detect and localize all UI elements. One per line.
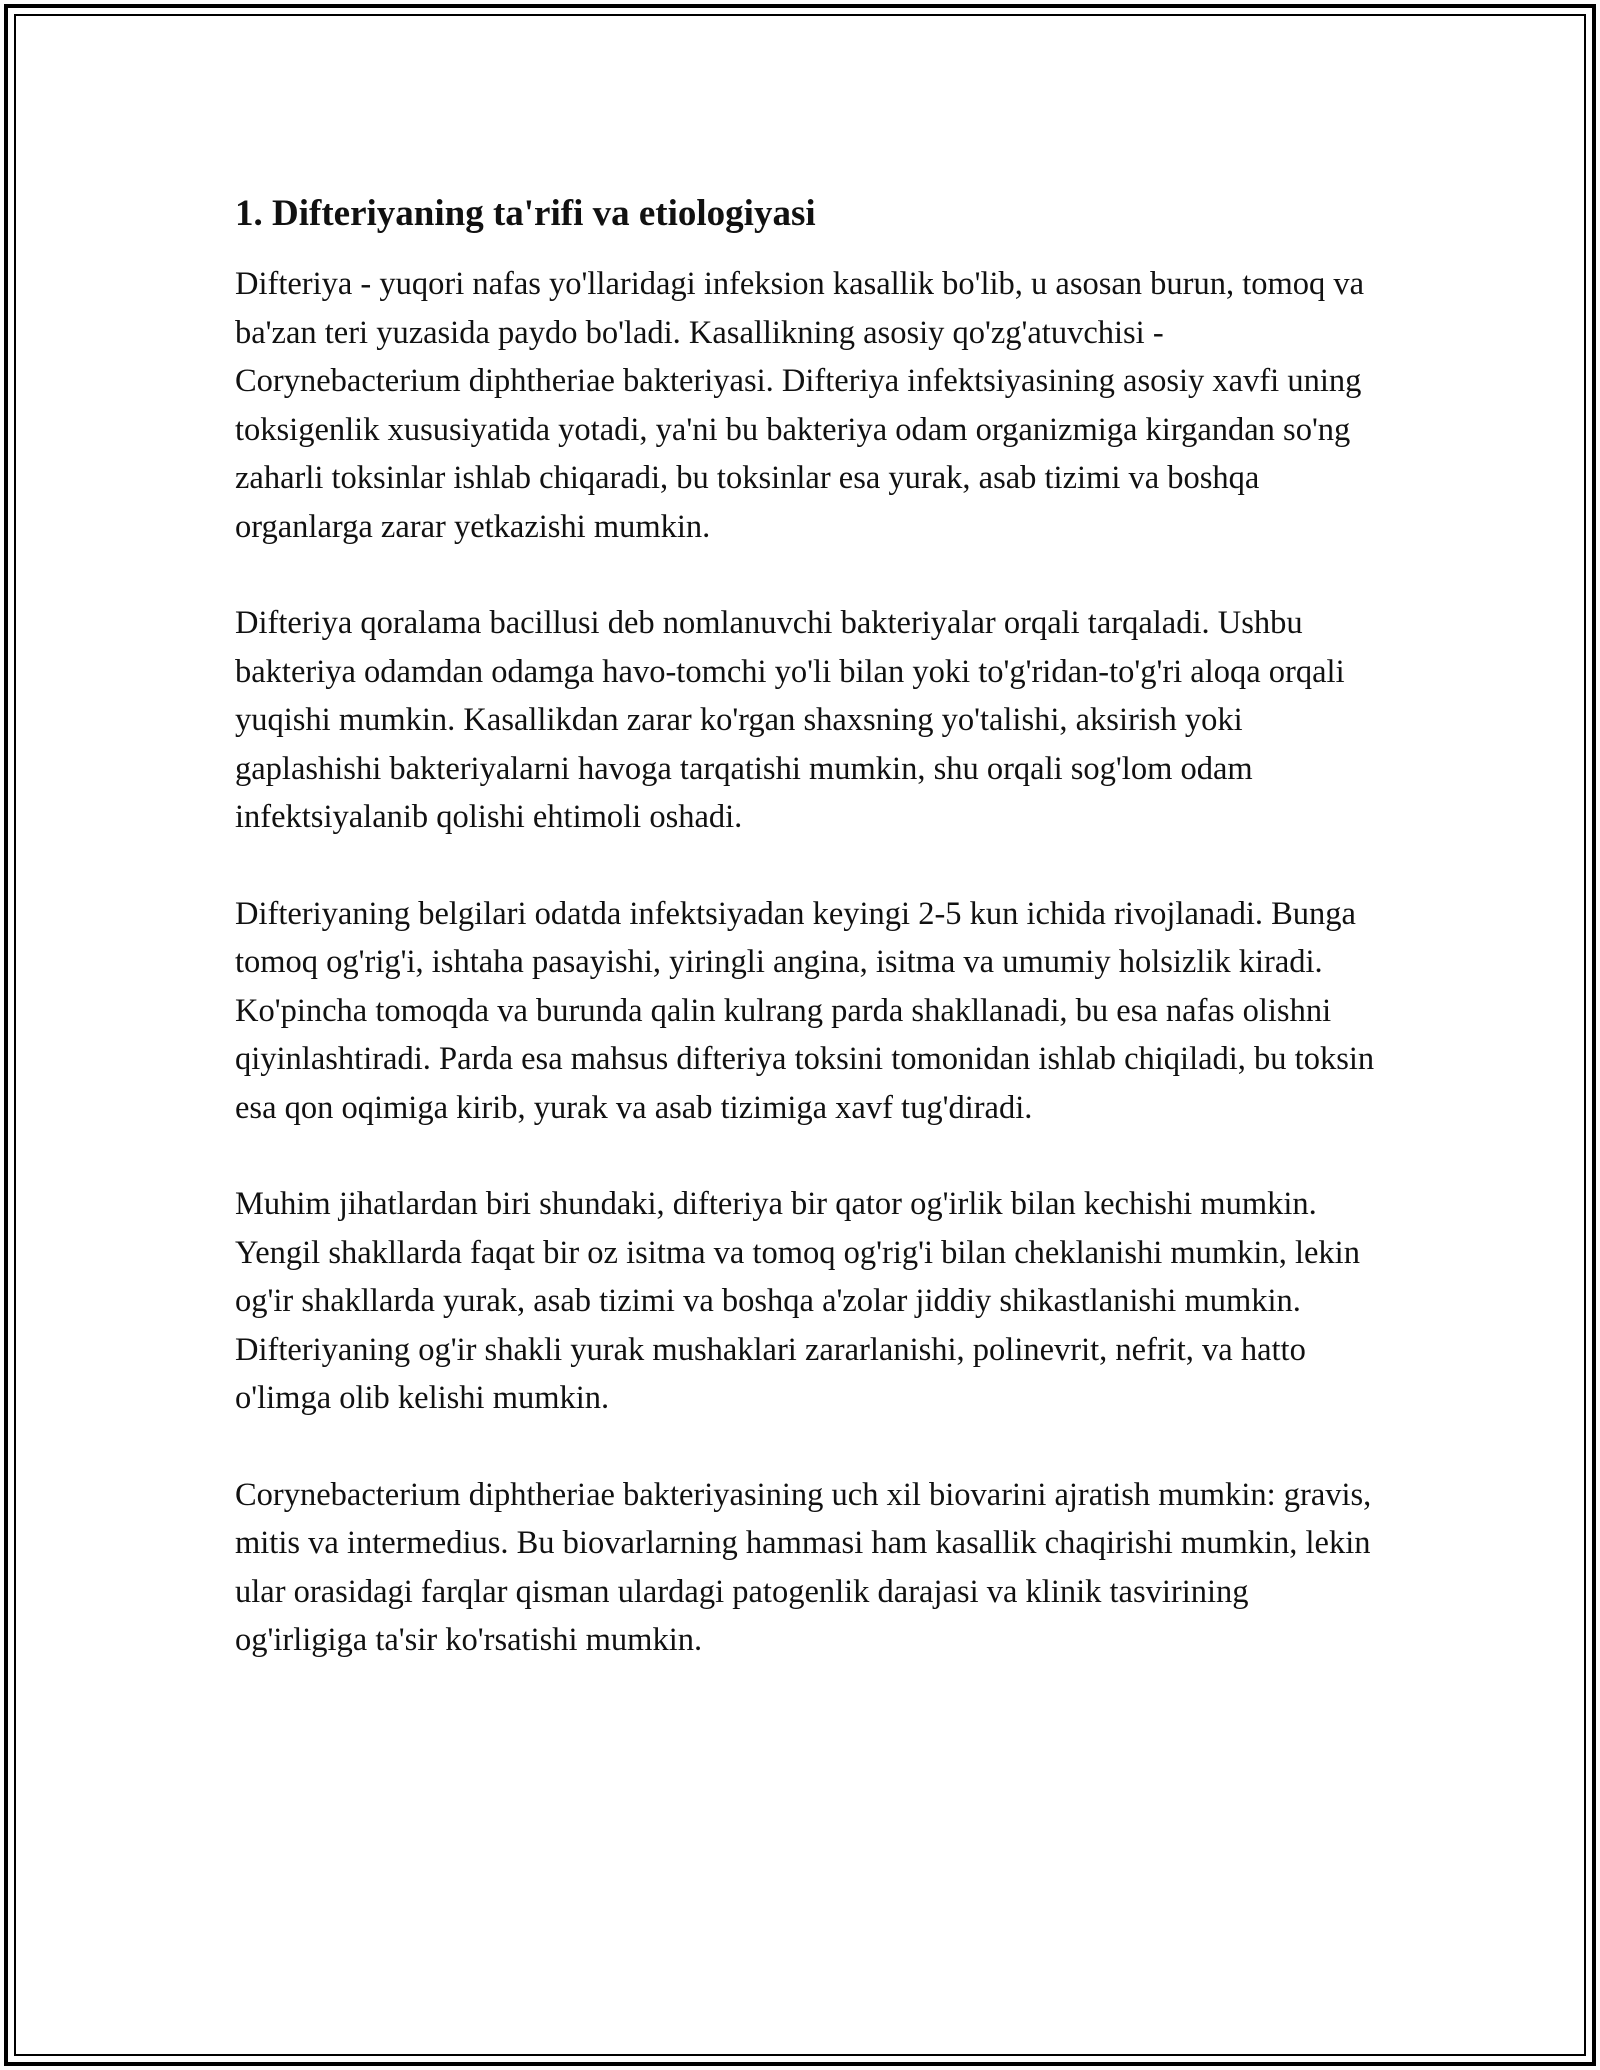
section-heading: 1. Difteriyaning ta'rifi va etiologiyasi	[235, 193, 816, 234]
paragraph-transmission: Difteriya qoralama bacillusi deb nomlanuvchi bakteriyalar orqali tarqaladi. Ushbu bakteriya odamdan odamga havo-tomchi yo'li bilan yoki to'g'ridan-to'g'ri aloqa orqali yuqishi mumkin. Kasallikdan zarar ko'rgan shaxsning yo'talishi, aksirish yoki gaplashishi bakteriyalarni havoga tarqatishi mumkin, shu orqali sog'lom odam infektsiyalanib qolishi ehtimoli oshadi.	[235, 605, 1345, 835]
paragraph-severity: Muhim jihatlardan biri shundaki, difteriya bir qator og'irlik bilan kechishi mumkin. Yengil shakllarda faqat bir oz isitma va tomoq og'rig'i bilan cheklanishi mumkin, lekin og'ir shakllarda yurak, asab tizimi va boshqa a'zolar jiddiy shikastlanishi mumkin. Difteriyaning og'ir shakli yurak mushaklari zararlanishi, polinevrit, nefrit, va hatto o'limga olib kelishi mumkin.	[235, 1186, 1360, 1416]
paragraph-biovars: Corynebacterium diphtheriae bakteriyasining uch xil biovarini ajratish mumkin: gravis, mitis va intermedius. Bu biovarlarning hammasi ham kasallik chaqirishi mumkin, lekin ular orasidagi farqlar qisman ulardagi patogenlik darajasi va klinik tasvirining og'irligiga ta'sir ko'rsatishi mumkin.	[235, 1476, 1372, 1658]
document-body	[235, 186, 1375, 1713]
paragraph-symptoms: Difteriyaning belgilari odatda infektsiyadan keyingi 2-5 kun ichida rivojlanadi. Bunga tomoq og'rig'i, ishtaha pasayishi, yiringli angina, isitma va umumiy holsizlik kiradi. Ko'pincha tomoqda va burunda qalin kulrang parda shakllanadi, bu esa nafas olishni qiyinlashtiradi. Parda esa mahsus difteriya toksini tomonidan ishlab chiqiladi, bu toksin esa qon oqimiga kirib, yurak va asab tizimiga xavf tug'diradi.	[235, 895, 1375, 1126]
paragraph-definition: Difteriya - yuqori nafas yo'llaridagi infeksion kasallik bo'lib, u asosan burun, tomoq va ba'zan teri yuzasida paydo bo'ladi. Kasallikning asosiy qo'zg'atuvchisi - Corynebacterium diphtheriae bakteriyasi. Difteriya infektsiyasining asosiy xavfi uning toksigenlik xususiyatida yotadi, ya'ni bu bakteriya odam organizmiga kirgandan so'ng zaharli toksinlar ishlab chiqaradi, bu toksinlar esa yurak, asab tizimi va boshqa organlarga zarar yetkazishi mumkin.	[235, 266, 1365, 545]
